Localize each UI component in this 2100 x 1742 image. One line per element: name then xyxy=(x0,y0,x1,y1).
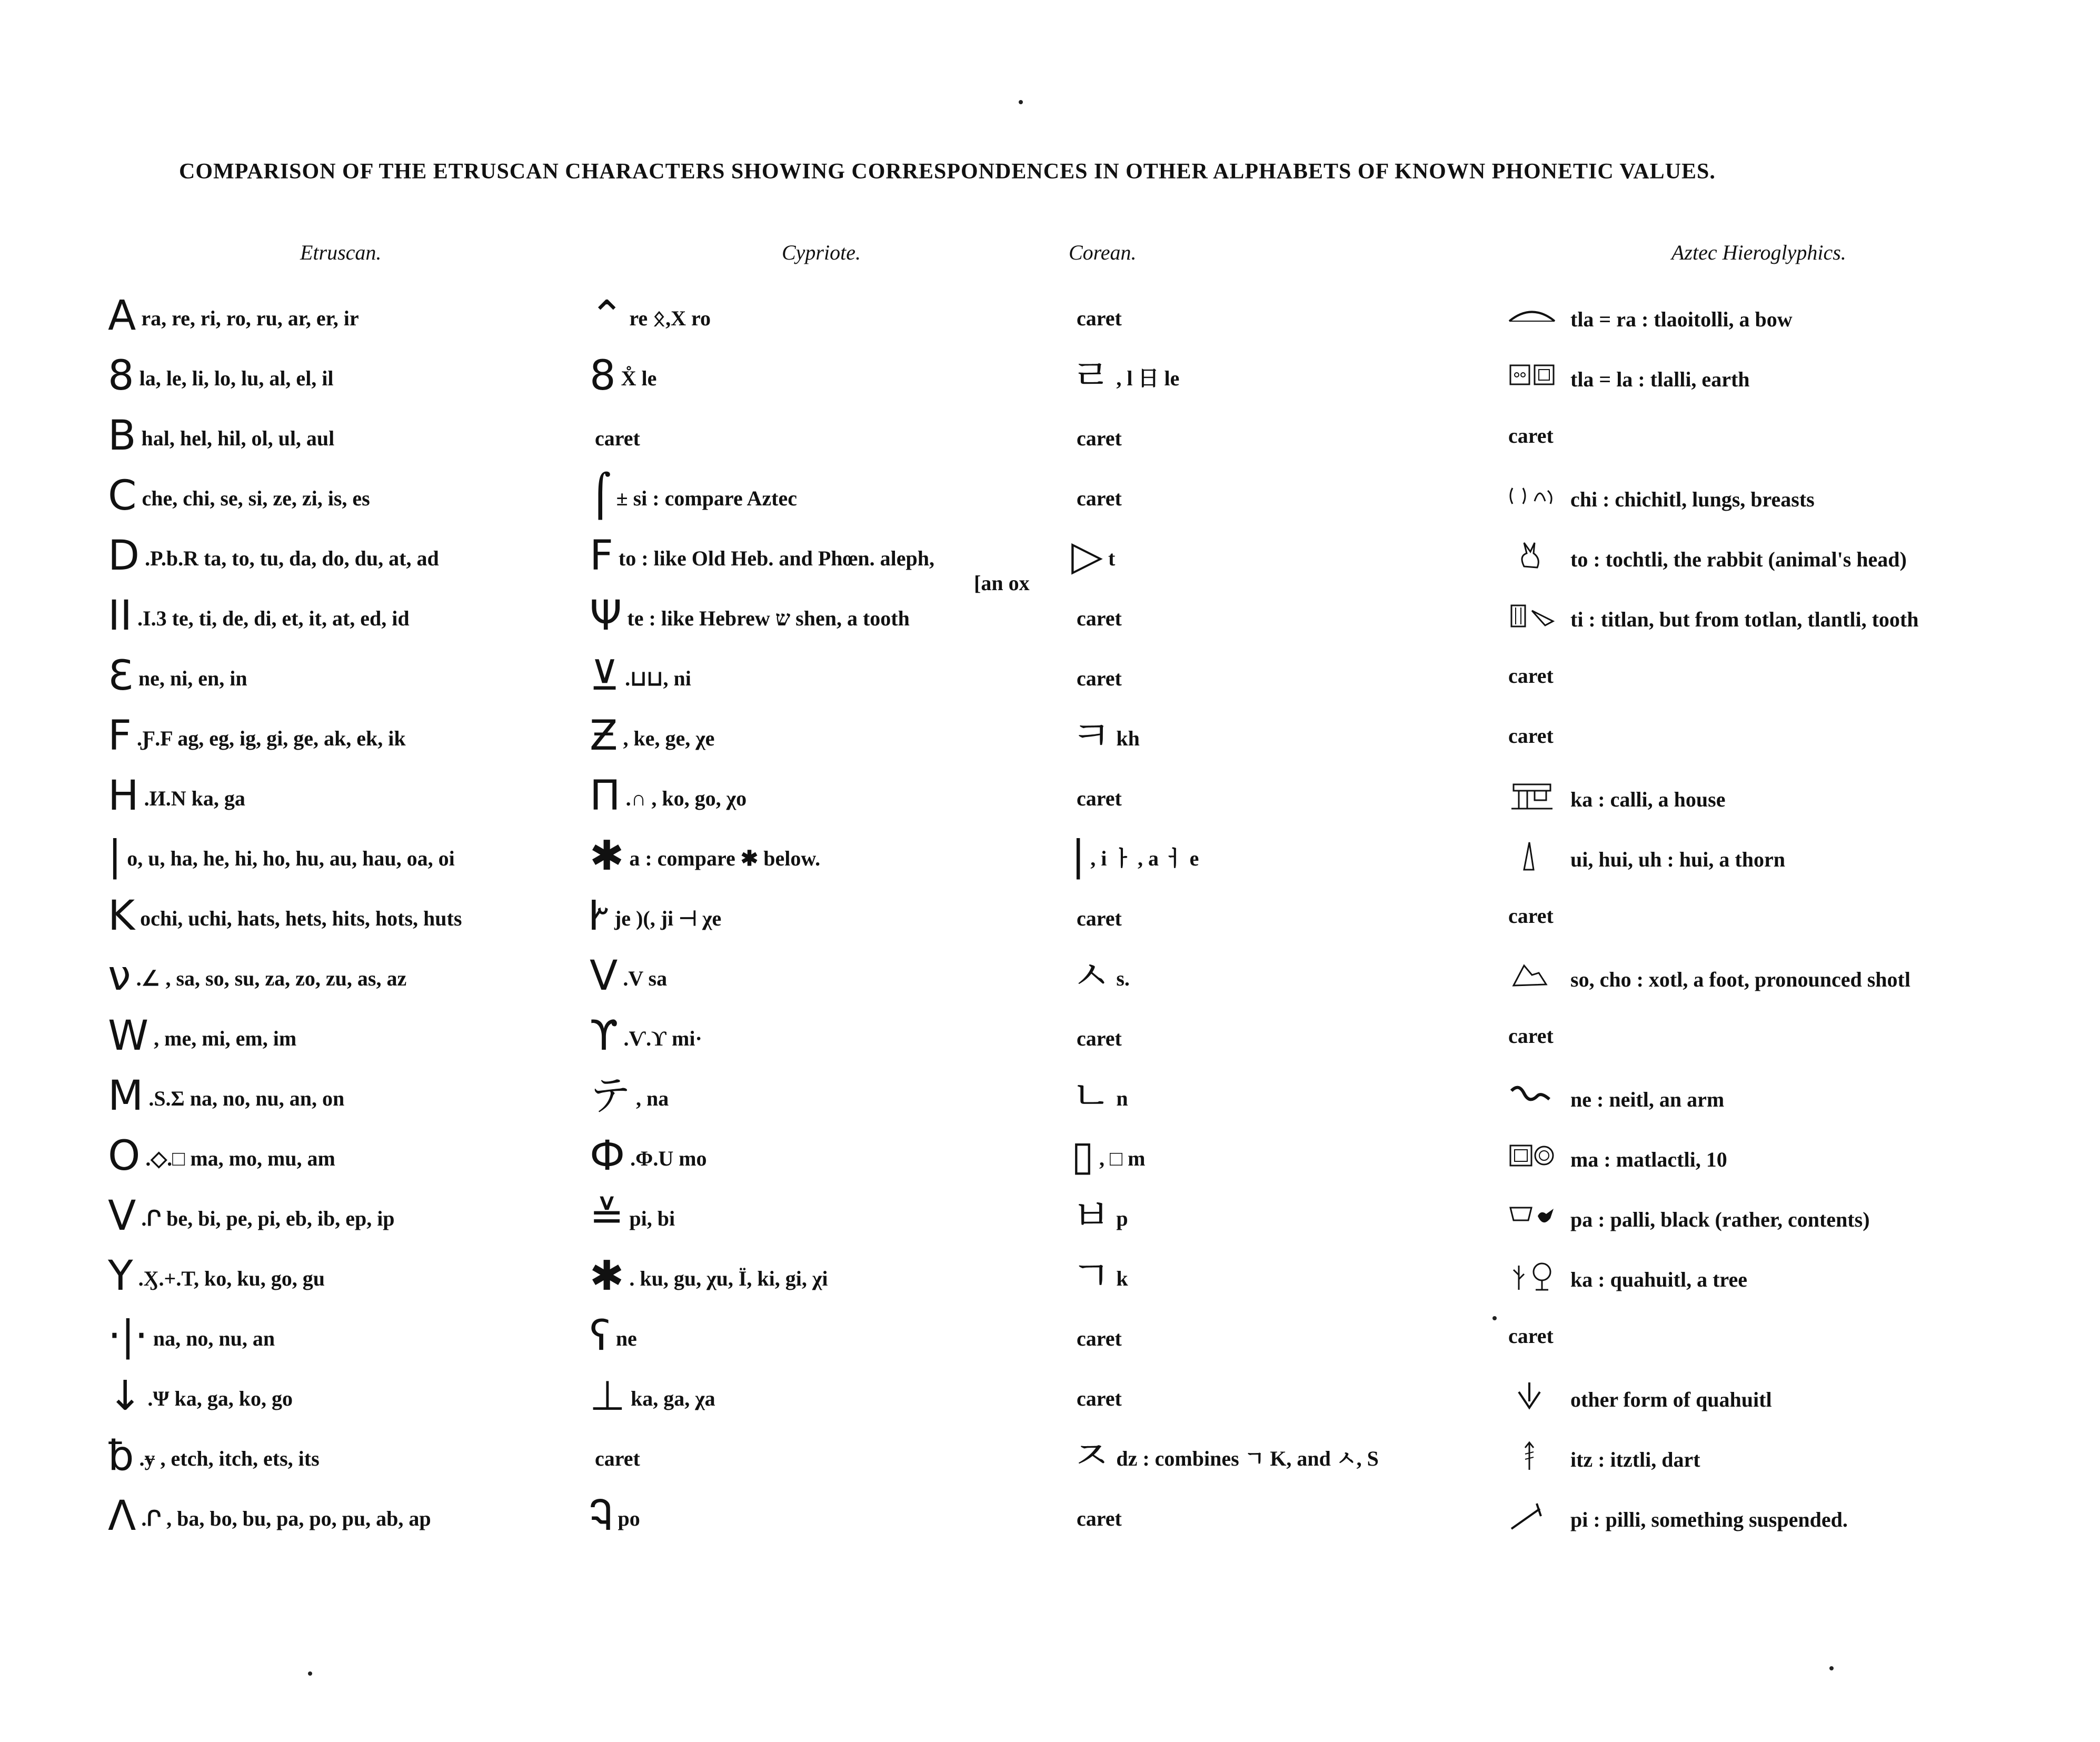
etruscan-cell-text: o, u, ha, he, hi, ho, hu, au, hau, oa, oi xyxy=(127,847,455,870)
house-icon xyxy=(1508,780,1556,812)
table-row xyxy=(0,1132,2100,1200)
corean-cell xyxy=(1071,300,1122,334)
corean-cell xyxy=(1071,1072,1128,1120)
etruscan-cell-text: , me, mi, em, im xyxy=(154,1027,297,1050)
aztec-cell xyxy=(1508,1080,1724,1116)
aztec-cell-text: itz : itztli, dart xyxy=(1570,1448,1700,1471)
aztec-cell xyxy=(1508,1260,1747,1296)
etruscan-cell-glyph: Ɛ xyxy=(108,652,133,700)
aztec-cell-text: caret xyxy=(1508,1024,1554,1048)
corean-cell xyxy=(1071,420,1122,454)
corean-cell xyxy=(1071,1380,1122,1415)
cypriote-cell xyxy=(590,952,668,1000)
etruscan-cell-glyph: Λ xyxy=(108,1492,136,1540)
cypriote-cell-glyph: ✱ xyxy=(590,1252,624,1300)
print-speck xyxy=(1492,1316,1497,1320)
corean-cell-text: caret xyxy=(1077,426,1122,450)
cypriote-cell-glyph: F xyxy=(590,532,613,580)
cypriote-cell-glyph: Ꮈ xyxy=(590,1492,613,1540)
etruscan-cell xyxy=(108,1012,297,1060)
corean-cell xyxy=(1071,1320,1122,1355)
table-row xyxy=(0,1312,2100,1380)
cypriote-cell-glyph: Ф xyxy=(590,1132,625,1180)
aztec-cell-text: caret xyxy=(1508,424,1554,447)
aztec-cell xyxy=(1508,780,1725,815)
corean-cell-glyph: ㄴ xyxy=(1071,1072,1111,1120)
cypriote-cell-text: .V sa xyxy=(623,967,668,990)
etruscan-cell-text: .∠ , sa, so, su, za, zo, zu, as, az xyxy=(136,967,407,990)
aztec-cell xyxy=(1508,660,1554,692)
etruscan-cell-glyph: II xyxy=(108,592,133,640)
corean-cell-glyph: ㅈ xyxy=(1071,1432,1111,1480)
cypriote-cell-glyph: Ꭸ xyxy=(590,892,609,940)
corean-cell-text: caret xyxy=(1077,666,1122,690)
aztec-cell xyxy=(1508,540,1907,575)
corean-cell-text: t xyxy=(1108,546,1116,570)
etruscan-cell-text: che, chi, se, si, ze, zi, is, es xyxy=(142,486,370,510)
header-etruscan: Etruscan. xyxy=(300,241,382,264)
corean-cell-text: , □ m xyxy=(1099,1147,1146,1170)
cypriote-cell-text: , na xyxy=(636,1087,669,1110)
cypriote-cell xyxy=(590,592,910,640)
cypriote-cell-glyph: 8 xyxy=(590,352,616,400)
corean-cell-glyph: ▯ xyxy=(1071,1132,1094,1180)
aztec-cell-text: ka : calli, a house xyxy=(1570,788,1726,811)
cypriote-cell xyxy=(590,1252,828,1300)
corean-cell-text: caret xyxy=(1077,1027,1122,1050)
aztec-cell xyxy=(1508,960,1910,996)
corean-cell-glyph: ㅅ xyxy=(1071,952,1111,1000)
etruscan-cell xyxy=(108,1072,345,1120)
table-row xyxy=(0,952,2100,1020)
etruscan-cell-glyph: ·|· xyxy=(108,1312,148,1360)
print-speck xyxy=(1019,100,1023,104)
aztec-cell xyxy=(1508,1440,1700,1476)
cypriote-cell xyxy=(590,1440,640,1475)
cypriote-cell xyxy=(590,1312,637,1360)
etruscan-cell-glyph: 8 xyxy=(108,352,134,400)
aztec-cell-text: ne : neitl, an arm xyxy=(1570,1088,1725,1111)
table-row xyxy=(0,1252,2100,1320)
etruscan-cell-text: .Ӽ.+.T, ko, ku, go, gu xyxy=(138,1267,325,1290)
rabbit-icon xyxy=(1508,540,1556,572)
cypriote-cell-text: ± si : compare Aztec xyxy=(616,486,797,510)
etruscan-cell-text: .ɏ , etch, itch, ets, its xyxy=(139,1447,320,1470)
cypriote-cell-text: , ke, ge, χe xyxy=(623,726,715,750)
etruscan-cell-glyph: ƀ xyxy=(108,1432,134,1480)
cypriote-cell-text: to : like Old Heb. and Phœn. aleph, xyxy=(618,546,934,570)
dart-icon xyxy=(1508,1440,1556,1472)
cypriote-cell xyxy=(590,652,691,700)
aztec-cell xyxy=(1508,1020,1554,1052)
cypriote-cell-glyph: ʕ xyxy=(590,1312,611,1360)
cypriote-cell-text: .Φ.U mo xyxy=(630,1147,707,1170)
cypriote-cell-text: caret xyxy=(595,1447,640,1470)
etruscan-cell xyxy=(108,1432,320,1480)
cypriote-cell-glyph: ⊻ xyxy=(590,652,620,700)
aztec-cell-text: tla = la : tlalli, earth xyxy=(1570,367,1750,391)
corean-cell xyxy=(1071,1500,1122,1535)
etruscan-cell-glyph: V xyxy=(108,1192,136,1240)
etruscan-cell-text: .И.N ka, ga xyxy=(144,787,245,810)
etruscan-cell xyxy=(108,832,455,880)
etruscan-cell-glyph: ν xyxy=(108,952,131,1000)
cypriote-cell xyxy=(590,352,657,400)
aztec-cell-text: to : tochtli, the rabbit (animal's head) xyxy=(1570,548,1907,571)
corean-cell-glyph: | xyxy=(1071,832,1086,880)
table-row xyxy=(0,592,2100,660)
corean-cell-text: caret xyxy=(1077,606,1122,630)
cypriote-cell-text: pi, bi xyxy=(629,1207,675,1230)
ten-icon xyxy=(1508,1140,1556,1172)
corean-cell-glyph: ㄱ xyxy=(1071,1252,1111,1300)
aztec-cell-text: caret xyxy=(1508,904,1554,928)
cypriote-cell xyxy=(590,420,640,454)
etruscan-cell-text: .P.b.R ta, to, tu, da, do, du, at, ad xyxy=(145,546,439,570)
print-speck xyxy=(308,1671,312,1676)
aztec-cell-text: tla = ra : tlaoitolli, a bow xyxy=(1570,307,1793,331)
corean-cell xyxy=(1071,1432,1379,1480)
etruscan-cell xyxy=(108,472,370,520)
corean-cell xyxy=(1071,952,1130,1000)
cypriote-cell-glyph: ⌃ xyxy=(590,292,624,340)
table-row xyxy=(0,652,2100,720)
etruscan-cell xyxy=(108,1192,395,1240)
aztec-cell-text: caret xyxy=(1508,664,1554,688)
table-row xyxy=(0,712,2100,780)
arm-icon xyxy=(1508,1080,1556,1112)
cypriote-cell xyxy=(590,1072,669,1120)
cypriote-cell xyxy=(590,892,722,940)
cypriote-cell xyxy=(590,292,711,340)
corean-cell xyxy=(1071,1192,1128,1240)
corean-cell-text: caret xyxy=(1077,787,1122,810)
cypriote-cell xyxy=(590,1192,675,1240)
etruscan-cell xyxy=(108,652,247,700)
cypriote-cell-text: .⊔⊔, ni xyxy=(625,666,691,690)
etruscan-cell xyxy=(108,352,334,400)
cypriote-cell-text: . ku, gu, χu, Ϊ, ki, gi, χi xyxy=(629,1267,828,1290)
etruscan-cell xyxy=(108,592,410,640)
etruscan-cell-glyph: Y xyxy=(108,1252,133,1300)
aztec-cell xyxy=(1508,420,1554,452)
cypriote-cell xyxy=(590,532,934,580)
etruscan-cell-glyph: C xyxy=(108,472,137,520)
corean-cell-text: n xyxy=(1116,1087,1128,1110)
cypriote-cell xyxy=(590,1372,715,1420)
corean-cell xyxy=(1071,532,1116,580)
aztec-cell-text: pa : palli, black (rather, contents) xyxy=(1570,1208,1870,1231)
cypriote-cell-text: je )(, ji ⊣ χe xyxy=(614,907,722,930)
table-row xyxy=(0,472,2100,540)
aztec-cell xyxy=(1508,720,1554,752)
cypriote-cell-glyph: ✱ xyxy=(590,832,624,880)
aztec-cell xyxy=(1508,1500,1848,1536)
cypriote-cell-text: po xyxy=(618,1507,640,1530)
cypriote-cell xyxy=(590,772,747,820)
corean-cell-text: s. xyxy=(1116,967,1130,990)
cypriote-cell-text: X̊ le xyxy=(621,366,657,390)
corean-cell-text: caret xyxy=(1077,486,1122,510)
etruscan-cell-glyph: D xyxy=(108,532,140,580)
tree-icon xyxy=(1508,1260,1556,1292)
cypriote-cell xyxy=(590,1012,702,1060)
bow-icon xyxy=(1508,300,1556,332)
etruscan-cell-text: hal, hel, hil, ol, ul, aul xyxy=(141,426,335,450)
etruscan-cell-glyph: ↓ xyxy=(108,1372,143,1420)
etruscan-cell xyxy=(108,1132,335,1180)
etruscan-cell-glyph: B xyxy=(108,412,136,460)
branch-icon xyxy=(1508,1380,1556,1412)
print-speck xyxy=(1829,1666,1834,1670)
etruscan-cell xyxy=(108,952,407,1000)
cypriote-cell-text: caret xyxy=(595,426,640,450)
aztec-cell xyxy=(1508,1140,1727,1176)
etruscan-cell xyxy=(108,772,245,820)
aztec-cell xyxy=(1508,1320,1554,1352)
cypriote-cell-text: a : compare ✱ below. xyxy=(629,847,821,870)
corean-cell xyxy=(1071,480,1122,514)
table-row xyxy=(0,1432,2100,1500)
corean-cell-glyph: ▷ xyxy=(1071,532,1103,580)
aztec-cell-text: ma : matlactli, 10 xyxy=(1570,1148,1727,1171)
aztec-cell xyxy=(1508,1380,1772,1416)
aztec-cell-text: caret xyxy=(1508,1324,1554,1348)
corean-cell-text: caret xyxy=(1077,306,1122,330)
aztec-cell xyxy=(1508,600,1918,635)
etruscan-cell xyxy=(108,292,359,340)
continuation-note: [an ox xyxy=(974,571,1030,595)
etruscan-cell-text: la, le, li, lo, lu, al, el, il xyxy=(139,366,334,390)
etruscan-cell-glyph: O xyxy=(108,1132,141,1180)
corean-cell-text: kh xyxy=(1116,726,1140,750)
header-cypriote: Cypriote. xyxy=(782,241,861,264)
corean-cell-glyph: ㅂ xyxy=(1071,1192,1111,1240)
header-aztec: Aztec Hieroglyphics. xyxy=(1671,241,1846,264)
cypriote-cell-text: te : like Hebrew ש shen, a tooth xyxy=(627,606,910,630)
aztec-cell xyxy=(1508,1200,1870,1236)
corean-cell xyxy=(1071,780,1122,814)
table-row xyxy=(0,352,2100,420)
corean-cell xyxy=(1071,1132,1146,1180)
etruscan-cell xyxy=(108,712,406,760)
etruscan-cell-glyph: | xyxy=(108,832,122,880)
corean-cell xyxy=(1071,1252,1128,1300)
aztec-cell xyxy=(1508,360,1750,395)
hook-icon xyxy=(1508,1500,1556,1532)
cypriote-cell-text: ne xyxy=(615,1327,637,1350)
table-row xyxy=(0,1072,2100,1140)
table-row xyxy=(0,412,2100,480)
etruscan-cell-text: .Ր be, bi, pe, pi, eb, ib, ep, ip xyxy=(141,1207,395,1230)
etruscan-cell xyxy=(108,412,335,460)
corean-cell-text: caret xyxy=(1077,1327,1122,1350)
table-row xyxy=(0,292,2100,360)
corean-cell xyxy=(1071,712,1140,760)
aztec-cell xyxy=(1508,840,1785,875)
etruscan-cell xyxy=(108,1492,431,1540)
corean-cell xyxy=(1071,1020,1122,1054)
etruscan-cell-text: .Ψ ka, ga, ko, go xyxy=(147,1387,293,1410)
corean-cell-text: dz : combines ㄱ K, and ㅅ, S xyxy=(1116,1447,1379,1470)
table-row xyxy=(0,532,2100,600)
foot-icon xyxy=(1508,960,1556,992)
cypriote-cell-glyph: Ƶ xyxy=(590,712,618,760)
etruscan-cell-text: ochi, uchi, hats, hets, hits, hots, huts xyxy=(140,907,462,930)
page-title: COMPARISON OF THE ETRUSCAN CHARACTERS SHOWING CORRESPONDENCES IN OTHER ALPHABETS OF KNOWN PHONETIC VALUES. xyxy=(179,160,1716,184)
cypriote-cell-glyph: テ xyxy=(590,1072,631,1120)
earth-icon xyxy=(1508,360,1556,392)
bowl-icon xyxy=(1508,1200,1556,1232)
corean-cell xyxy=(1071,600,1122,634)
etruscan-cell-glyph: K xyxy=(108,892,135,940)
corean-cell-text: , l 日 le xyxy=(1116,366,1180,390)
aztec-cell-text: chi : chichitl, lungs, breasts xyxy=(1570,487,1815,511)
cypriote-cell xyxy=(590,1492,640,1540)
cypriote-cell-text: ka, ga, χa xyxy=(630,1387,715,1410)
aztec-cell-text: other form of quahuitl xyxy=(1570,1388,1772,1411)
cypriote-cell-glyph: ≚ xyxy=(590,1192,624,1240)
table-row xyxy=(0,1372,2100,1440)
aztec-cell-text: pi : pilli, something suspended. xyxy=(1570,1508,1848,1531)
etruscan-cell-text: .Ƒ.F ag, eg, ig, gi, ge, ak, ek, ik xyxy=(136,726,406,750)
aztec-cell-text: ka : quahuitl, a tree xyxy=(1570,1268,1747,1291)
cypriote-cell xyxy=(590,1132,707,1180)
aztec-cell-text: ti : titlan, but from totlan, tlantli, tooth xyxy=(1570,608,1919,631)
cypriote-cell-glyph: ⌠ xyxy=(590,472,611,520)
tooth-icon xyxy=(1508,600,1556,632)
aztec-cell-text: caret xyxy=(1508,724,1554,748)
etruscan-cell-text: .S.Σ na, no, nu, an, on xyxy=(148,1087,345,1110)
cypriote-cell-glyph: ⊥ xyxy=(590,1372,625,1420)
etruscan-cell-glyph: M xyxy=(108,1072,144,1120)
cypriote-cell xyxy=(590,832,821,880)
corean-cell-text: caret xyxy=(1077,1507,1122,1530)
etruscan-cell-glyph: W xyxy=(108,1012,149,1060)
etruscan-cell xyxy=(108,1312,275,1360)
corean-cell-text: p xyxy=(1116,1207,1128,1230)
etruscan-cell-glyph: F xyxy=(108,712,132,760)
etruscan-cell-text: .I.3 te, ti, de, di, et, it, at, ed, id xyxy=(137,606,410,630)
etruscan-cell-text: ra, re, ri, ro, ru, ar, er, ir xyxy=(141,306,359,330)
corean-cell xyxy=(1071,900,1122,934)
etruscan-cell xyxy=(108,1372,293,1420)
corean-cell-glyph: ㄹ xyxy=(1071,352,1111,400)
etruscan-cell-text: .Ր , ba, bo, bu, pa, po, pu, ab, ap xyxy=(141,1507,431,1530)
corean-cell-text: , i ㅏ , a ㅓ e xyxy=(1090,847,1199,870)
etruscan-cell-glyph: A xyxy=(108,292,136,340)
aztec-cell xyxy=(1508,300,1793,335)
header-corean: Corean. xyxy=(1069,241,1137,264)
cypriote-cell xyxy=(590,712,715,760)
aztec-cell xyxy=(1508,900,1554,932)
cypriote-cell-text: re ᛟ,X ro xyxy=(629,306,711,330)
corean-cell xyxy=(1071,832,1199,880)
corean-cell-glyph: ㅋ xyxy=(1071,712,1111,760)
table-row xyxy=(0,1492,2100,1560)
etruscan-cell xyxy=(108,532,439,580)
cypriote-cell-text: .Ѵ.ϒ mi· xyxy=(623,1027,702,1050)
corean-cell-text: k xyxy=(1116,1267,1128,1290)
cypriote-cell-glyph: V xyxy=(590,952,618,1000)
cypriote-cell-glyph: ϒ xyxy=(590,1012,619,1060)
corean-cell-text: caret xyxy=(1077,1387,1122,1410)
table-row xyxy=(0,1012,2100,1080)
corean-cell xyxy=(1071,352,1180,400)
etruscan-cell-text: .◇.□ ma, mo, mu, am xyxy=(145,1147,335,1170)
cypriote-cell-text: .∩ , ko, go, χo xyxy=(625,787,747,810)
table-row xyxy=(0,772,2100,840)
cypriote-cell-glyph: Ψ xyxy=(590,592,622,640)
corean-cell-text: caret xyxy=(1077,907,1122,930)
lungs-icon xyxy=(1508,480,1556,512)
table-row xyxy=(0,1192,2100,1260)
thorn-icon xyxy=(1508,840,1556,872)
aztec-cell xyxy=(1508,480,1815,515)
etruscan-cell-text: na, no, nu, an xyxy=(153,1327,275,1350)
corean-cell xyxy=(1071,660,1122,694)
table-row xyxy=(0,892,2100,960)
etruscan-cell-glyph: H xyxy=(108,772,139,820)
etruscan-cell xyxy=(108,892,462,940)
etruscan-cell-text: ne, ni, en, in xyxy=(138,666,247,690)
cypriote-cell-glyph: Π xyxy=(590,772,621,820)
table-row xyxy=(0,832,2100,900)
etruscan-cell xyxy=(108,1252,325,1300)
aztec-cell-text: ui, hui, uh : hui, a thorn xyxy=(1570,848,1785,871)
aztec-cell-text: so, cho : xotl, a foot, pronounced shotl xyxy=(1570,968,1910,991)
cypriote-cell xyxy=(590,472,797,520)
